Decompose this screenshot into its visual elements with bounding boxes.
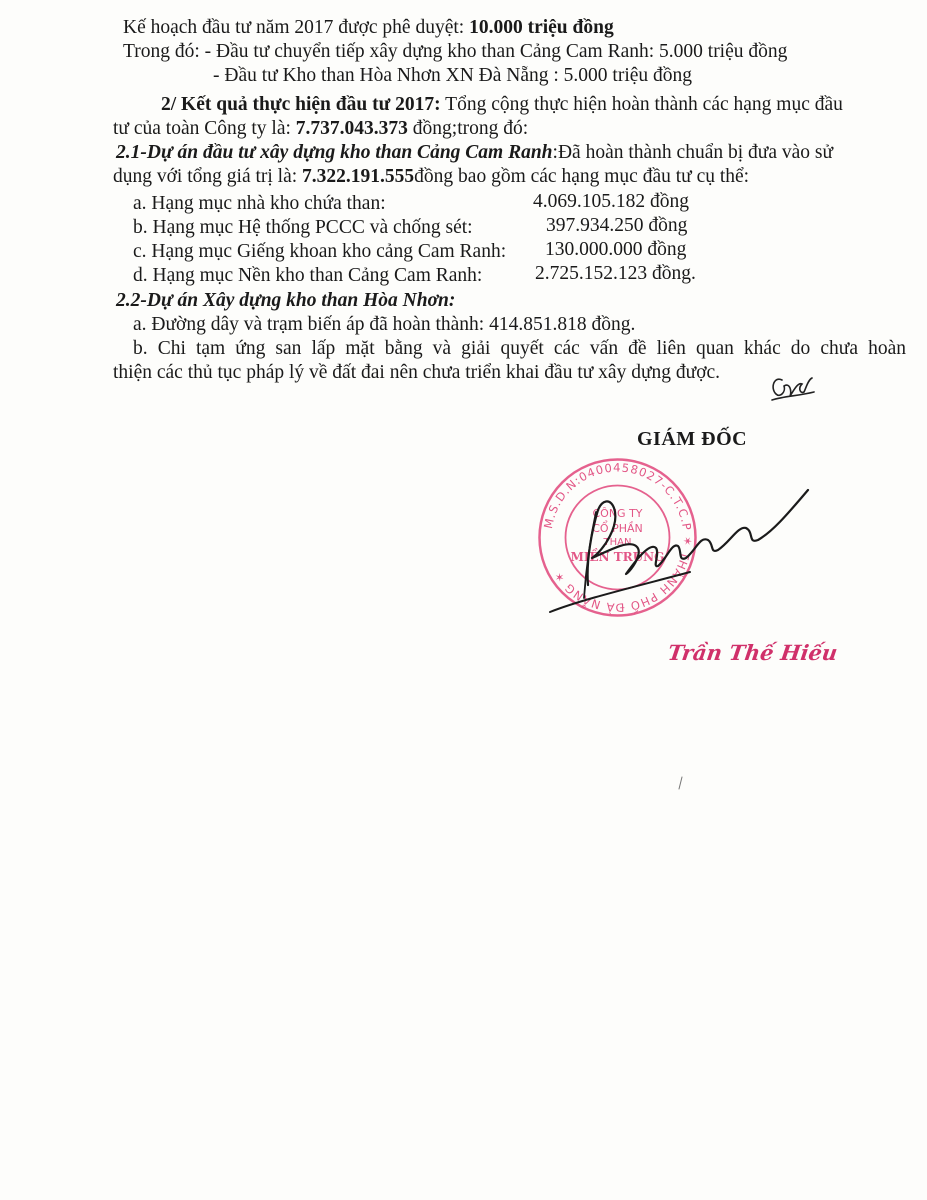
breakdown-line-cam-ranh: Trong đó: - Đầu tư chuyển tiếp xây dựng kho than Cảng Cam Ranh: 5.000 triệu đồng xyxy=(123,41,788,62)
item-a-amount: 4.069.105.182 đồng xyxy=(533,191,689,212)
item-a-label: a. Hạng mục nhà kho chứa than: xyxy=(133,193,386,214)
director-signature-icon xyxy=(540,470,820,620)
approved-plan-label: Kế hoạch đầu tư năm 2017 được phê duyệt: xyxy=(123,17,470,38)
section-2-1-total-amount: 7.322.191.555 xyxy=(302,166,415,187)
item-c-amount: 130.000.000 đồng xyxy=(545,239,687,260)
approved-plan-amount: 10.000 triệu đồng xyxy=(469,17,614,38)
section-2-total-suffix: đồng;trong đó: xyxy=(407,118,529,139)
signer-title: GIÁM ĐỐC xyxy=(637,428,748,450)
signer-name: Trần Thế Hiếu xyxy=(666,640,840,665)
item-d-amount: 2.725.152.123 đồng. xyxy=(535,263,696,284)
section-2-total-line xyxy=(113,117,528,141)
section-2-1-total-line xyxy=(113,165,749,189)
svg-text:CÔNG TY: CÔNG TY xyxy=(592,507,643,520)
section-2-2-heading: 2.2-Dự án Xây dựng kho than Hòa Nhơn: xyxy=(116,290,456,311)
scan-speck-icon xyxy=(676,776,686,790)
section-2-1-intro: :Đã hoàn thành chuẩn bị đưa vào sử xyxy=(552,142,834,163)
section-2-2-item-b-line1: b. Chi tạm ứng san lấp mặt bằng và giải quyết các vấn đề liên quan khác do chưa hoàn xyxy=(133,338,906,359)
breakdown-line-hoa-nhon: - Đầu tư Kho than Hòa Nhơn XN Đà Nẵng : 5.000 triệu đồng xyxy=(213,65,693,86)
section-2-total-amount: 7.737.043.373 xyxy=(295,118,408,139)
section-2-total-label: tư của toàn Công ty là: xyxy=(113,118,296,139)
svg-text:CỔ PHẦN: CỔ PHẦN xyxy=(592,522,643,535)
svg-text:M.S.D.N:0400458027-C.T.C.P ✶ T: M.S.D.N:0400458027-C.T.C.P ✶ THÀNH PHỐ ĐÀ NẴNG ✶ xyxy=(541,460,695,615)
svg-text:MIỀN TRUNG: MIỀN TRUNG xyxy=(570,550,665,564)
section-2-intro: Tổng cộng thực hiện hoàn thành các hạng mục đầu xyxy=(440,94,843,115)
svg-text:THAN: THAN xyxy=(603,537,632,548)
initials-mark-icon xyxy=(768,370,816,404)
section-2-2-item-b-line2: thiện các thủ tục pháp lý về đất đai nên chưa triển khai đầu tư xây dựng được. xyxy=(113,362,721,383)
section-2-1-total-suffix: đồng bao gồm các hạng mục đầu tư cụ thể: xyxy=(414,166,750,187)
item-d-label: d. Hạng mục Nền kho than Cảng Cam Ranh: xyxy=(133,265,483,286)
section-2-1-heading: 2.1-Dự án đầu tư xây dựng kho than Cảng Cam Ranh xyxy=(116,142,553,163)
section-2-2-item-a: a. Đường dây và trạm biến áp đã hoàn thành: 414.851.818 đồng. xyxy=(133,314,636,335)
section-2-heading: 2/ Kết quả thực hiện đầu tư 2017: xyxy=(161,94,441,115)
approved-plan-line xyxy=(123,16,614,40)
section-2-1-total-label: dụng với tổng giá trị là: xyxy=(113,166,303,187)
section-2-heading-line xyxy=(161,93,843,117)
section-2-1-heading-line xyxy=(116,141,833,165)
item-b-label: b. Hạng mục Hệ thống PCCC và chống sét: xyxy=(133,217,473,238)
item-c-label: c. Hạng mục Giếng khoan kho cảng Cam Ranh: xyxy=(133,241,507,262)
item-b-amount: 397.934.250 đồng xyxy=(546,215,688,236)
